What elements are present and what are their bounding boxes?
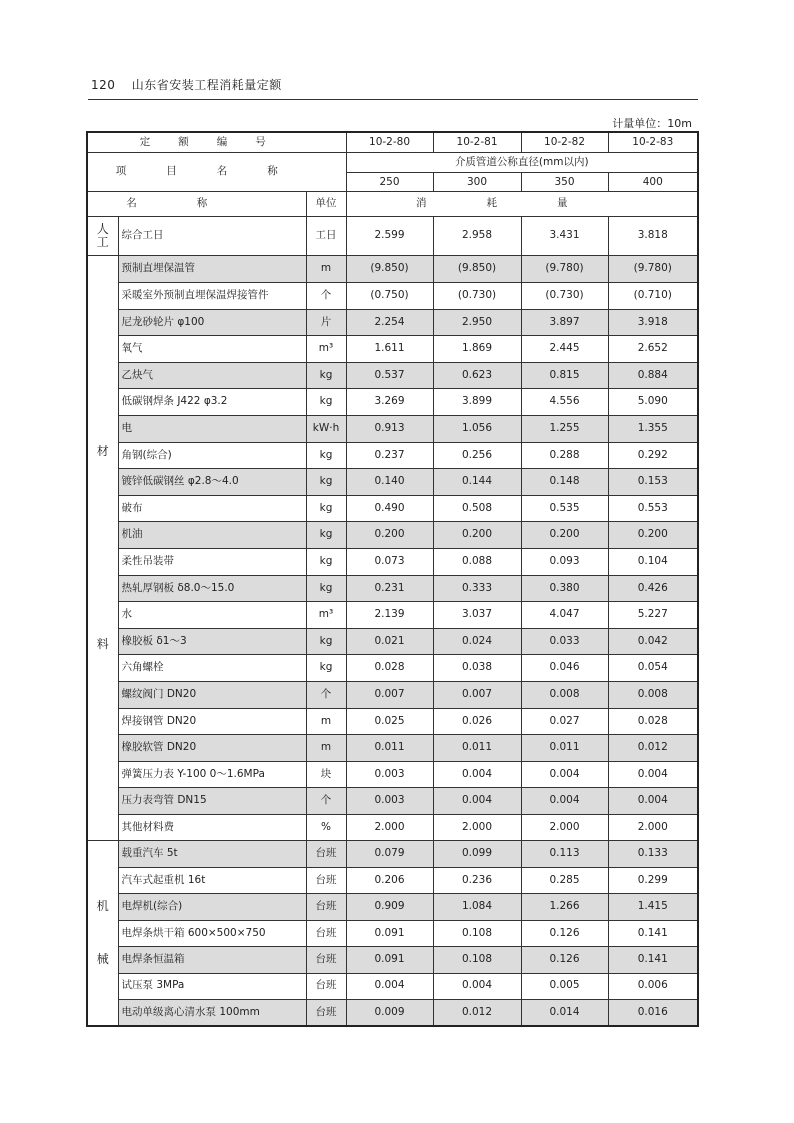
- item-value: 0.380: [521, 575, 608, 602]
- category-material: 材 料: [87, 256, 118, 841]
- item-value: 2.652: [608, 336, 698, 363]
- item-value: 0.231: [346, 575, 433, 602]
- group-row: [87, 152, 698, 172]
- item-value: 0.200: [608, 522, 698, 549]
- item-value: 0.884: [608, 362, 698, 389]
- diameter-value: 400: [608, 173, 698, 192]
- machine-row: [87, 999, 698, 1026]
- item-value: (0.750): [346, 283, 433, 310]
- machine-row: [87, 841, 698, 867]
- diameter-value: 300: [433, 173, 521, 192]
- item-unit: 工日: [306, 216, 346, 256]
- item-unit: kg: [306, 442, 346, 469]
- item-value: 2.599: [346, 216, 433, 256]
- material-row: [87, 469, 698, 496]
- item-value: 0.141: [608, 920, 698, 946]
- item-value: 0.016: [608, 999, 698, 1026]
- item-value: 0.004: [521, 761, 608, 788]
- item-value: 0.333: [433, 575, 521, 602]
- item-value: (9.780): [521, 256, 608, 283]
- item-value: 0.007: [346, 681, 433, 708]
- item-value: 0.113: [521, 841, 608, 867]
- material-row: [87, 495, 698, 522]
- item-value: 1.056: [433, 415, 521, 442]
- item-value: 1.355: [608, 415, 698, 442]
- quota-code: 10-2-80: [346, 132, 433, 152]
- item-name: 角钢(综合): [118, 442, 306, 469]
- item-name: 综合工日: [118, 216, 306, 256]
- item-unit: 个: [306, 788, 346, 815]
- material-row: [87, 655, 698, 682]
- item-name: 电焊条烘干箱 600×500×750: [118, 920, 306, 946]
- item-value: 0.153: [608, 469, 698, 496]
- item-value: 0.005: [521, 973, 608, 999]
- item-unit: 台班: [306, 947, 346, 973]
- item-unit: kg: [306, 495, 346, 522]
- item-name: 螺纹阀门 DN20: [118, 681, 306, 708]
- material-row: [87, 735, 698, 762]
- item-value: 0.141: [608, 947, 698, 973]
- item-name: 压力表弯管 DN15: [118, 788, 306, 815]
- item-value: 0.042: [608, 628, 698, 655]
- item-value: 0.126: [521, 947, 608, 973]
- item-value: 0.006: [608, 973, 698, 999]
- item-name: 乙炔气: [118, 362, 306, 389]
- item-value: 0.012: [433, 999, 521, 1026]
- item-value: 0.033: [521, 628, 608, 655]
- item-value: 0.088: [433, 548, 521, 575]
- item-unit: 台班: [306, 920, 346, 946]
- item-value: 0.021: [346, 628, 433, 655]
- material-row: [87, 256, 698, 283]
- item-value: 3.269: [346, 389, 433, 416]
- quota-no-label: 定额编号: [87, 132, 346, 152]
- item-name: 电焊机(综合): [118, 894, 306, 920]
- item-value: 0.054: [608, 655, 698, 682]
- item-value: 0.004: [346, 973, 433, 999]
- item-name: 氧气: [118, 336, 306, 363]
- running-head: [91, 76, 282, 93]
- item-value: 2.000: [521, 814, 608, 841]
- item-value: 0.004: [433, 788, 521, 815]
- item-unit: kg: [306, 628, 346, 655]
- item-name: 载重汽车 5t: [118, 841, 306, 867]
- item-value: 0.140: [346, 469, 433, 496]
- material-row: [87, 522, 698, 549]
- item-value: 0.288: [521, 442, 608, 469]
- page-number: 120: [91, 78, 116, 92]
- item-unit: 台班: [306, 841, 346, 867]
- item-value: 0.012: [608, 735, 698, 762]
- item-value: 4.047: [521, 602, 608, 629]
- item-value: 0.426: [608, 575, 698, 602]
- item-value: 0.126: [521, 920, 608, 946]
- diameter-value: 350: [521, 173, 608, 192]
- item-unit: 台班: [306, 999, 346, 1026]
- machine-row: [87, 920, 698, 946]
- item-value: 0.007: [433, 681, 521, 708]
- item-name: 破布: [118, 495, 306, 522]
- item-value: 0.108: [433, 947, 521, 973]
- item-value: 0.046: [521, 655, 608, 682]
- item-value: 0.009: [346, 999, 433, 1026]
- item-name: 六角螺栓: [118, 655, 306, 682]
- quota-code: 10-2-82: [521, 132, 608, 152]
- item-name: 焊接钢管 DN20: [118, 708, 306, 735]
- item-value: 3.899: [433, 389, 521, 416]
- item-value: 2.139: [346, 602, 433, 629]
- item-value: 0.508: [433, 495, 521, 522]
- item-name: 电焊条恒温箱: [118, 947, 306, 973]
- item-value: 0.537: [346, 362, 433, 389]
- item-value: 0.079: [346, 841, 433, 867]
- item-value: 1.084: [433, 894, 521, 920]
- labor-row: [87, 216, 698, 256]
- item-value: (0.710): [608, 283, 698, 310]
- col-consumption-header: 消耗量: [346, 192, 698, 216]
- item-value: 2.000: [433, 814, 521, 841]
- item-name: 其他材料费: [118, 814, 306, 841]
- item-value: 0.206: [346, 867, 433, 893]
- material-row: [87, 415, 698, 442]
- item-value: 0.299: [608, 867, 698, 893]
- item-value: 0.490: [346, 495, 433, 522]
- book-title: 山东省安装工程消耗量定额: [131, 78, 282, 92]
- item-value: (9.850): [346, 256, 433, 283]
- item-value: 0.003: [346, 788, 433, 815]
- item-value: 0.011: [521, 735, 608, 762]
- item-value: 0.256: [433, 442, 521, 469]
- header-rule: [88, 99, 698, 100]
- material-row: [87, 362, 698, 389]
- item-value: 3.431: [521, 216, 608, 256]
- quota-code-row: [87, 132, 698, 152]
- item-name: 采暖室外预制直埋保温焊接管件: [118, 283, 306, 310]
- item-value: 2.254: [346, 309, 433, 336]
- item-value: 0.913: [346, 415, 433, 442]
- quota-code: 10-2-83: [608, 132, 698, 152]
- item-unit: m: [306, 735, 346, 762]
- item-value: 0.535: [521, 495, 608, 522]
- material-row: [87, 336, 698, 363]
- item-value: 2.445: [521, 336, 608, 363]
- item-unit: kg: [306, 548, 346, 575]
- material-row: [87, 628, 698, 655]
- col-name-header: 名称: [87, 192, 306, 216]
- column-header-row: [87, 192, 698, 216]
- item-unit: kg: [306, 389, 346, 416]
- material-row: [87, 309, 698, 336]
- item-value: 0.008: [608, 681, 698, 708]
- item-value: 0.285: [521, 867, 608, 893]
- item-value: 0.091: [346, 947, 433, 973]
- item-value: (0.730): [433, 283, 521, 310]
- item-value: 0.815: [521, 362, 608, 389]
- item-value: 2.000: [346, 814, 433, 841]
- item-name: 试压泵 3MPa: [118, 973, 306, 999]
- material-row: [87, 602, 698, 629]
- machine-row: [87, 947, 698, 973]
- item-unit: kg: [306, 362, 346, 389]
- item-value: 1.255: [521, 415, 608, 442]
- item-name-label: 项目名称: [87, 152, 346, 192]
- item-value: 0.028: [608, 708, 698, 735]
- item-value: 0.004: [521, 788, 608, 815]
- item-name: 热轧厚钢板 δ8.0～15.0: [118, 575, 306, 602]
- quota-table: [86, 131, 699, 1027]
- item-value: 0.014: [521, 999, 608, 1026]
- item-value: 4.556: [521, 389, 608, 416]
- material-row: [87, 575, 698, 602]
- item-value: 0.237: [346, 442, 433, 469]
- item-value: 0.073: [346, 548, 433, 575]
- item-name: 汽车式起重机 16t: [118, 867, 306, 893]
- item-value: (9.850): [433, 256, 521, 283]
- item-value: 0.091: [346, 920, 433, 946]
- item-value: 0.004: [433, 761, 521, 788]
- material-row: [87, 283, 698, 310]
- item-value: 0.038: [433, 655, 521, 682]
- item-name: 弹簧压力表 Y-100 0～1.6MPa: [118, 761, 306, 788]
- item-value: 0.026: [433, 708, 521, 735]
- item-value: 0.200: [521, 522, 608, 549]
- item-unit: 台班: [306, 867, 346, 893]
- material-row: [87, 788, 698, 815]
- item-unit: 台班: [306, 973, 346, 999]
- item-value: 0.004: [433, 973, 521, 999]
- item-unit: 台班: [306, 894, 346, 920]
- machine-row: [87, 894, 698, 920]
- item-value: 5.227: [608, 602, 698, 629]
- item-value: 2.958: [433, 216, 521, 256]
- item-unit: m: [306, 708, 346, 735]
- machine-row: [87, 867, 698, 893]
- material-row: [87, 442, 698, 469]
- item-value: 5.090: [608, 389, 698, 416]
- item-value: 1.266: [521, 894, 608, 920]
- item-unit: %: [306, 814, 346, 841]
- item-name: 电动单级离心清水泵 100mm: [118, 999, 306, 1026]
- item-name: 电: [118, 415, 306, 442]
- item-value: 3.897: [521, 309, 608, 336]
- item-name: 尼龙砂轮片 φ100: [118, 309, 306, 336]
- item-unit: m: [306, 256, 346, 283]
- material-row: [87, 389, 698, 416]
- material-row: [87, 548, 698, 575]
- item-unit: kg: [306, 469, 346, 496]
- item-value: 0.909: [346, 894, 433, 920]
- item-name: 橡胶软管 DN20: [118, 735, 306, 762]
- item-value: 3.918: [608, 309, 698, 336]
- item-value: 0.292: [608, 442, 698, 469]
- item-unit: 个: [306, 681, 346, 708]
- item-name: 预制直埋保温管: [118, 256, 306, 283]
- category-machine: 机 械: [87, 841, 118, 1026]
- item-name: 橡胶板 δ1～3: [118, 628, 306, 655]
- item-name: 机油: [118, 522, 306, 549]
- material-row: [87, 708, 698, 735]
- item-value: (9.780): [608, 256, 698, 283]
- diameter-value: 250: [346, 173, 433, 192]
- item-value: 0.004: [608, 788, 698, 815]
- item-value: 0.133: [608, 841, 698, 867]
- item-value: 0.011: [433, 735, 521, 762]
- item-value: 0.093: [521, 548, 608, 575]
- item-unit: kg: [306, 655, 346, 682]
- item-value: 0.200: [346, 522, 433, 549]
- item-value: 0.024: [433, 628, 521, 655]
- item-unit: m³: [306, 336, 346, 363]
- item-name: 低碳钢焊条 J422 φ3.2: [118, 389, 306, 416]
- item-value: 0.108: [433, 920, 521, 946]
- item-value: 2.950: [433, 309, 521, 336]
- item-name: 水: [118, 602, 306, 629]
- category-labor: 人 工: [87, 216, 118, 256]
- unit-note: 计量单位：10m: [612, 117, 692, 130]
- item-value: 1.869: [433, 336, 521, 363]
- machine-row: [87, 973, 698, 999]
- item-value: 0.003: [346, 761, 433, 788]
- item-unit: kg: [306, 522, 346, 549]
- item-name: 柔性吊装带: [118, 548, 306, 575]
- group-label: 介质管道公称直径(mm以内): [346, 152, 698, 172]
- item-value: 0.099: [433, 841, 521, 867]
- item-value: 0.104: [608, 548, 698, 575]
- item-value: 0.028: [346, 655, 433, 682]
- item-value: 0.144: [433, 469, 521, 496]
- item-value: 2.000: [608, 814, 698, 841]
- item-unit: 个: [306, 283, 346, 310]
- item-value: 0.623: [433, 362, 521, 389]
- item-value: 0.027: [521, 708, 608, 735]
- quota-code: 10-2-81: [433, 132, 521, 152]
- material-row: [87, 681, 698, 708]
- item-name: 镀锌低碳钢丝 φ2.8～4.0: [118, 469, 306, 496]
- item-value: 0.008: [521, 681, 608, 708]
- item-value: 0.004: [608, 761, 698, 788]
- material-row: [87, 814, 698, 841]
- item-unit: kW·h: [306, 415, 346, 442]
- item-value: 1.415: [608, 894, 698, 920]
- item-value: 0.025: [346, 708, 433, 735]
- item-value: 1.611: [346, 336, 433, 363]
- item-value: 0.553: [608, 495, 698, 522]
- item-value: 0.200: [433, 522, 521, 549]
- material-row: [87, 761, 698, 788]
- item-value: 0.236: [433, 867, 521, 893]
- item-unit: kg: [306, 575, 346, 602]
- item-value: (0.730): [521, 283, 608, 310]
- item-value: 0.148: [521, 469, 608, 496]
- item-unit: 片: [306, 309, 346, 336]
- item-value: 3.818: [608, 216, 698, 256]
- item-unit: 块: [306, 761, 346, 788]
- item-unit: m³: [306, 602, 346, 629]
- col-unit-header: 单位: [306, 192, 346, 216]
- item-value: 3.037: [433, 602, 521, 629]
- item-value: 0.011: [346, 735, 433, 762]
